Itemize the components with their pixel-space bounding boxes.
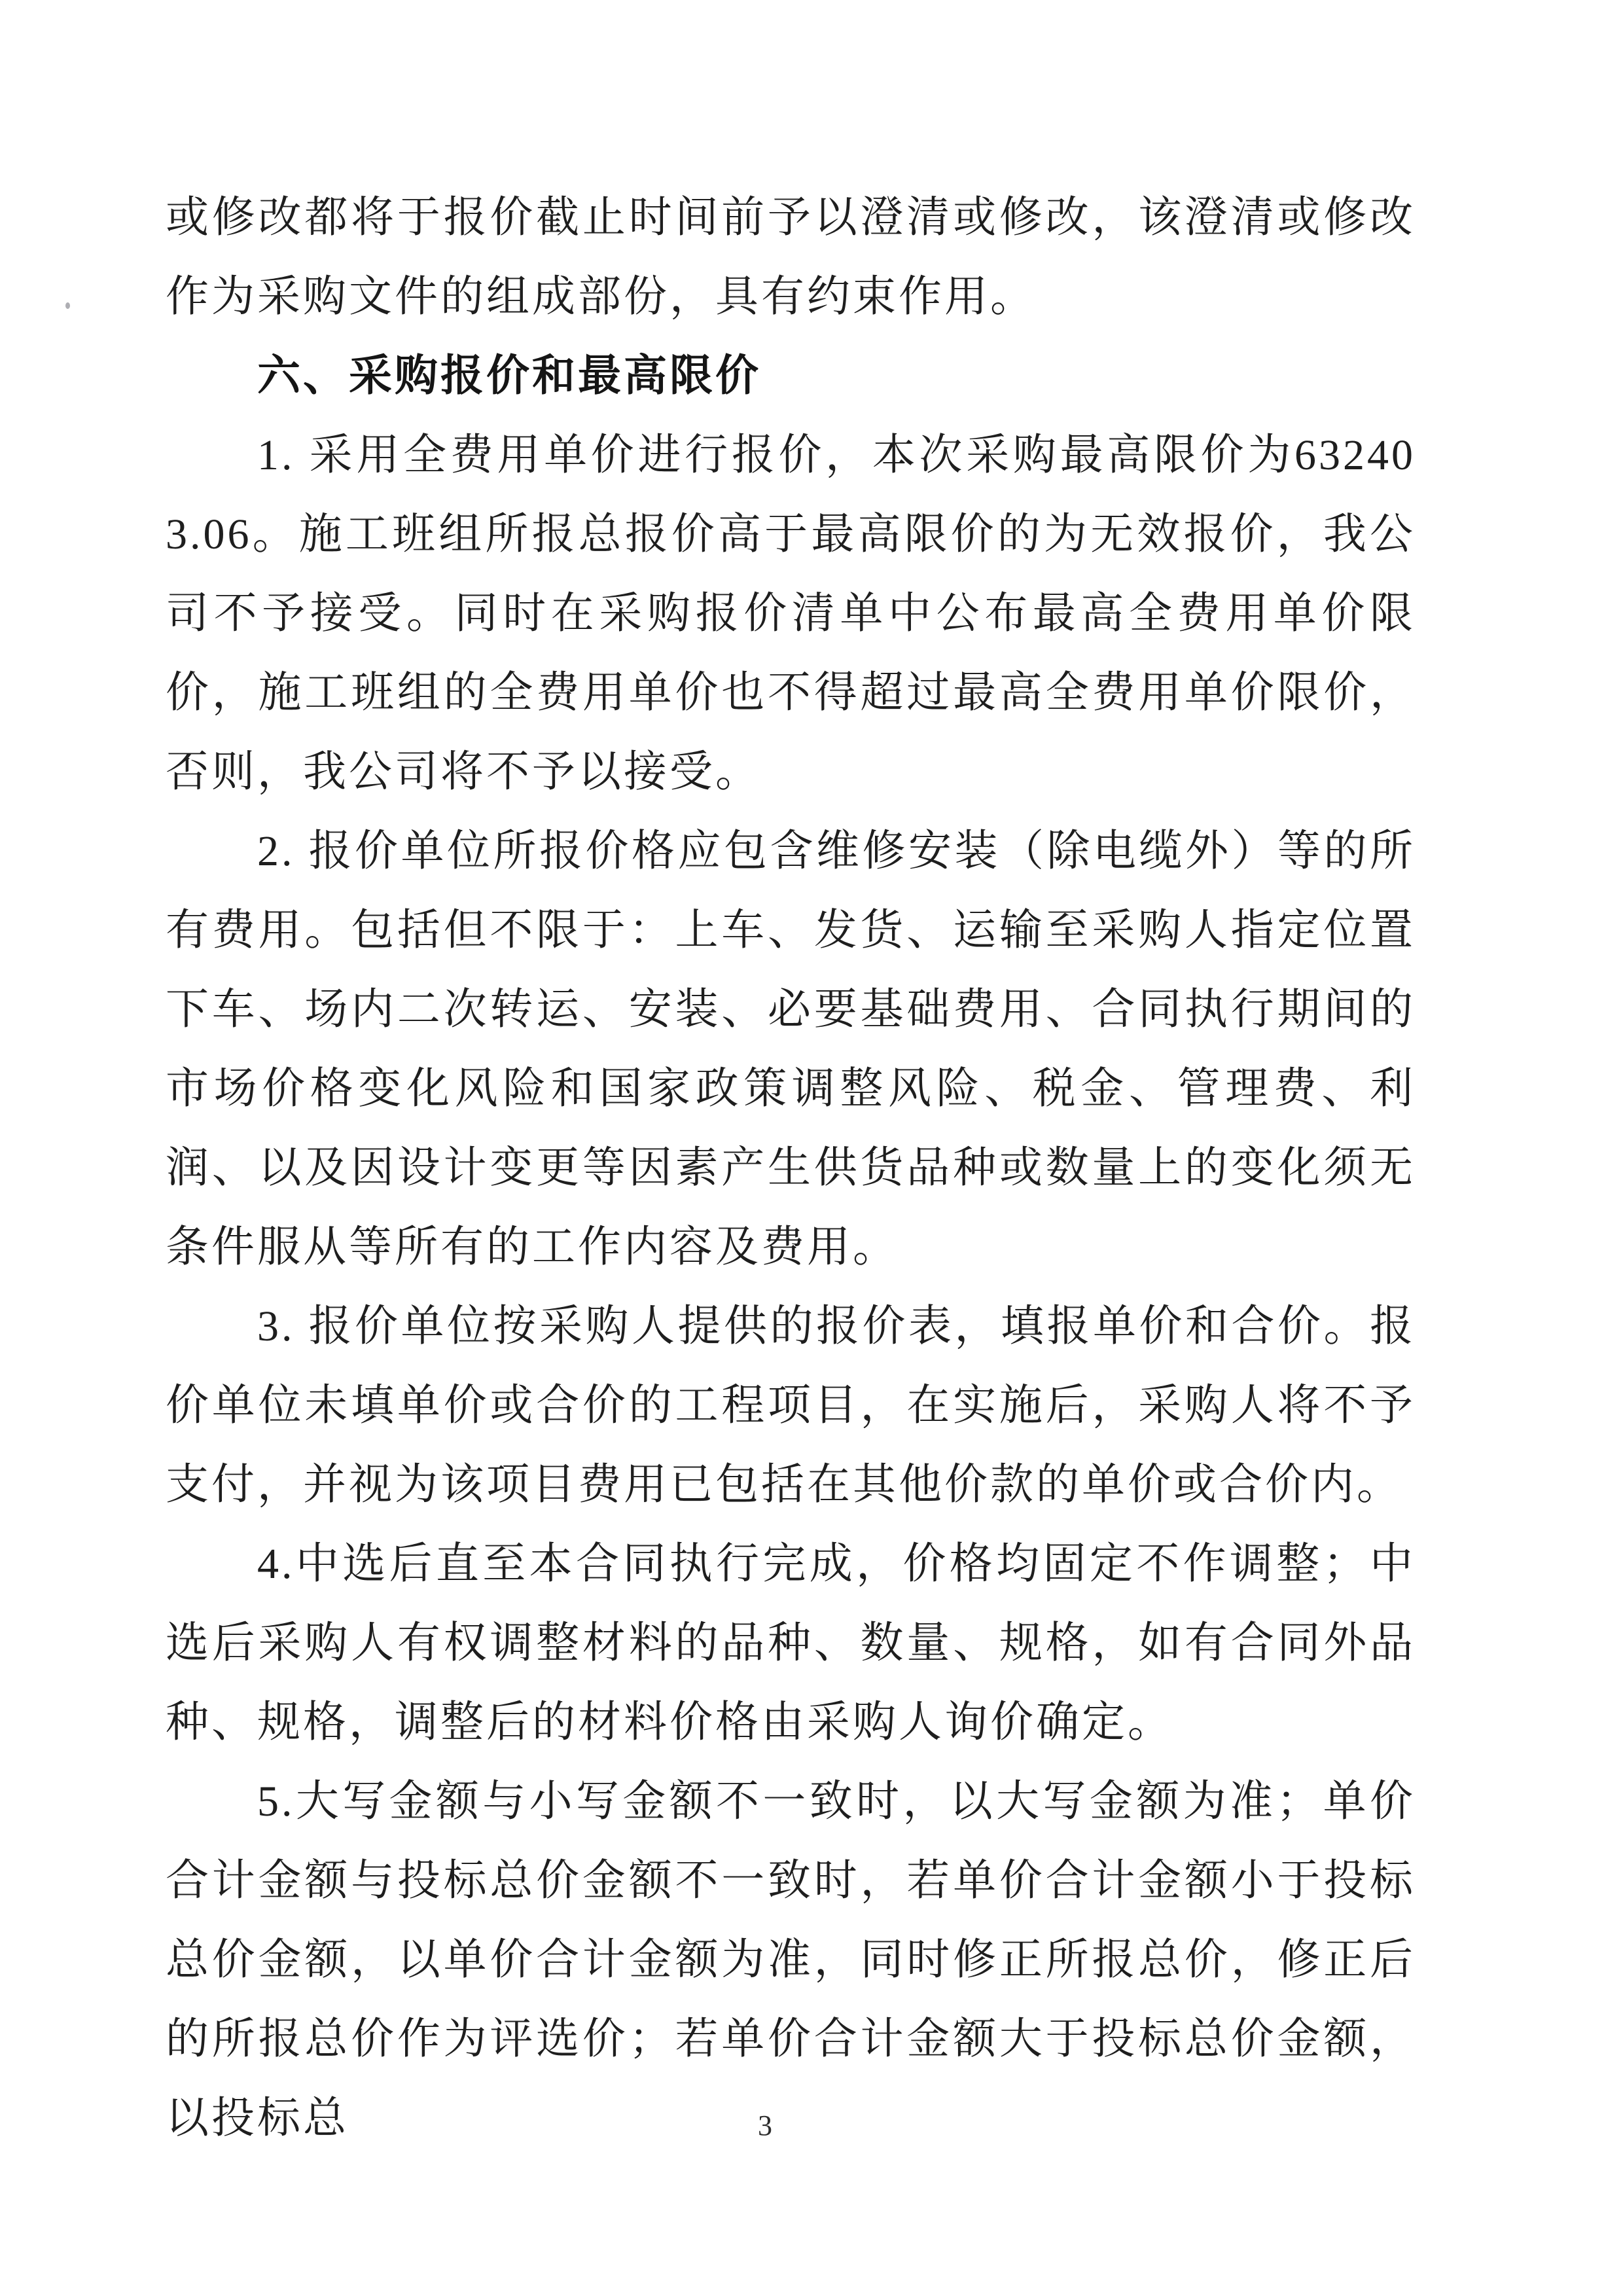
paragraph-item-5: 5.大写金额与小写金额不一致时，以大写金额为准；单价合计金额与投标总价金额不一致时，若单价合计金额小于投标总价金额，以单价合计金额为准，同时修正所报总价，修正后的所报总价作为评选价；若单价合计金额大于投标总价金额，以投标总 (166, 1778, 1416, 2142)
section-heading: 六、采购报价和最高限价 (257, 352, 761, 400)
scan-artifact (65, 302, 70, 309)
document-body (166, 178, 1416, 2158)
paragraph-item-1: 1. 采用全费用单价进行报价，本次采购最高限价为632403.06。施工班组所报总报价高于最高限价的为无效报价，我公司不予接受。同时在采购报价清单中公布最高全费用单价限价，施工班组的全费用单价也不得超过最高全费用单价限价，否则，我公司将不予以接受。 (166, 431, 1416, 796)
paragraph-item-2: 2. 报价单位所报价格应包含维修安装（除电缆外）等的所有费用。包括但不限于：上车、发货、运输至采购人指定位置下车、场内二次转运、安装、必要基础费用、合同执行期间的市场价格变化风险和国家政策调整风险、税金、管理费、利润、以及因设计变更等因素产生供货品种或数量上的变化须无条件服从等所有的工作内容及费用。 (166, 827, 1416, 1271)
paragraph-item-3: 3. 报价单位按采购人提供的报价表，填报单价和合价。报价单位未填单价或合价的工程项目，在实施后，采购人将不予支付，并视为该项目费用已包括在其他价款的单价或合价内。 (166, 1302, 1416, 1509)
paragraph-item-4: 4.中选后直至本合同执行完成，价格均固定不作调整；中选后采购人有权调整材料的品种、数量、规格，如有合同外品种、规格，调整后的材料价格由采购人询价确定。 (166, 1540, 1416, 1746)
page-number: 3 (758, 2109, 772, 2142)
paragraph-continuation: 或修改都将于报价截止时间前予以澄清或修改，该澄清或修改作为采购文件的组成部份，具有约束作用。 (166, 194, 1416, 321)
